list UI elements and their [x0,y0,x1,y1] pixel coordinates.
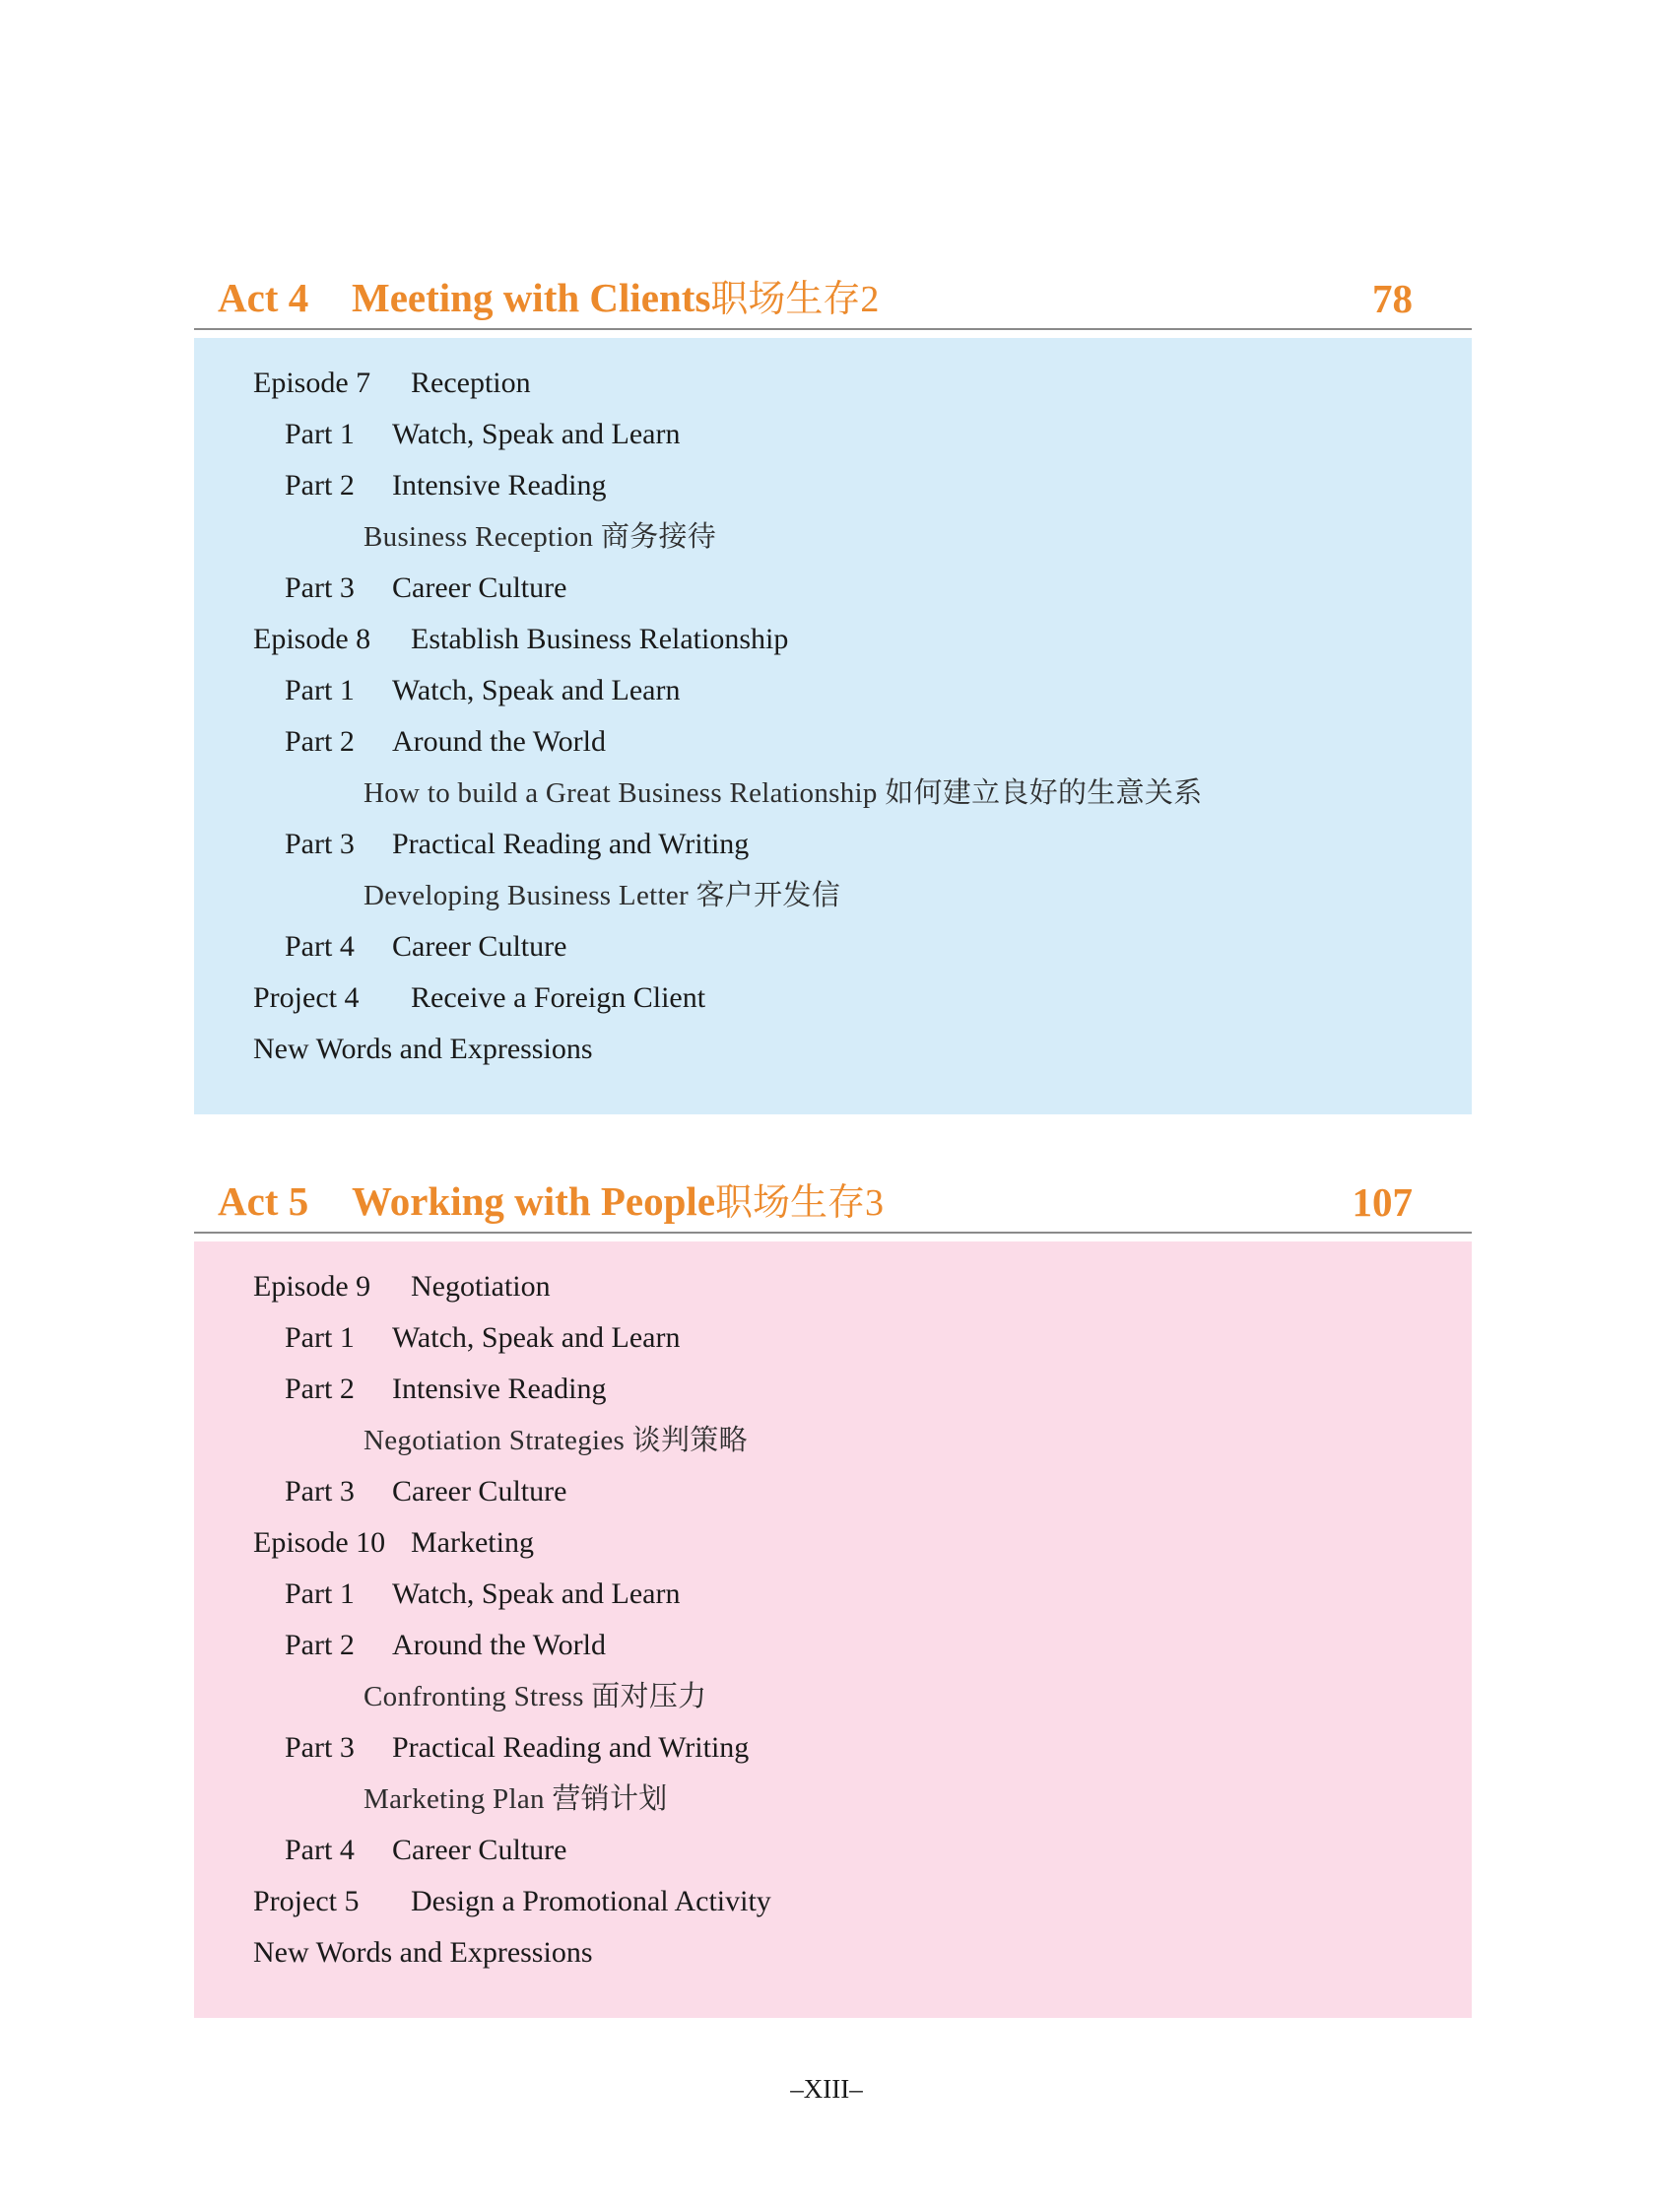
toc-text: Watch, Speak and Learn [392,1321,681,1354]
toc-text: Reception [411,367,531,399]
toc-text: Marketing [411,1526,534,1559]
toc-text: Design a Promotional Activity [411,1885,771,1917]
act-title-cn: 职场生存3 [715,1182,885,1224]
toc-text: Negotiation Strategies 谈判策略 [364,1425,748,1456]
toc-label: Episode 8 [253,623,371,655]
toc-label: Part 2 [285,469,355,502]
toc-part [194,1364,1472,1415]
toc-part [194,819,1472,870]
act-header [194,1174,1472,1234]
toc-part [194,1722,1472,1774]
toc-label: Project 4 [253,981,360,1014]
toc-label: New Words and Expressions [253,1936,593,1969]
toc-label: Episode 7 [253,367,371,399]
toc-text: Receive a Foreign Client [411,981,706,1014]
toc-label: Part 1 [285,1577,355,1610]
toc-text: Establish Business Relationship [411,623,789,655]
toc-text: Career Culture [392,571,567,604]
act-number: Act 5 [218,1178,309,1224]
toc-subtitle [194,511,1472,563]
act-page-number: 107 [1352,1179,1413,1225]
act-5-section [194,1174,1472,2018]
act-4-section [194,271,1472,1114]
act-number: Act 4 [218,275,309,320]
toc-subtitle [194,1774,1472,1825]
toc-label: Part 3 [285,828,355,860]
toc-part [194,460,1472,511]
toc-text: Watch, Speak and Learn [392,674,681,706]
toc-label: Part 4 [285,1834,355,1866]
toc-entry [194,1517,1472,1569]
toc-entry [194,1876,1472,1927]
act-title [218,268,879,322]
toc-label: Part 2 [285,725,355,758]
toc-part [194,1466,1472,1517]
toc-entry [194,972,1472,1024]
toc-label: Episode 9 [253,1270,371,1303]
act-title-cn: 职场生存2 [710,279,880,320]
toc-label: Part 2 [285,1629,355,1661]
toc-text: Career Culture [392,1475,567,1508]
toc-label: Part 3 [285,571,355,604]
act-contents-box [194,338,1472,1114]
toc-entry [194,1024,1472,1075]
toc-text: Confronting Stress 面对压力 [364,1681,707,1712]
toc-entry [194,1261,1472,1312]
toc-part [194,563,1472,614]
page-number-footer: –XIII– [790,2074,863,2104]
toc-entry [194,614,1472,665]
toc-part [194,1569,1472,1620]
toc-text: Career Culture [392,1834,567,1866]
toc-subtitle [194,1415,1472,1466]
toc-text: Around the World [392,725,607,758]
toc-subtitle [194,1671,1472,1722]
toc-subtitle [194,870,1472,921]
act-page-number: 78 [1372,276,1413,321]
toc-text: Intensive Reading [392,469,607,502]
act-contents-box [194,1241,1472,2018]
toc-text: Around the World [392,1629,607,1661]
toc-label: Part 3 [285,1475,355,1508]
toc-part [194,1620,1472,1671]
act-header [194,271,1472,330]
toc-label: Part 1 [285,1321,355,1354]
toc-subtitle [194,768,1472,819]
toc-part [194,1312,1472,1364]
toc-text: Business Reception 商务接待 [364,521,717,553]
toc-label: Episode 10 [253,1526,386,1559]
toc-label: Part 4 [285,930,355,963]
toc-text: How to build a Great Business Relationship 如何建立良好的生意关系 [364,777,1203,809]
toc-text: Marketing Plan 营销计划 [364,1783,668,1815]
toc-text: Intensive Reading [392,1373,607,1405]
toc-label: New Words and Expressions [253,1033,593,1065]
toc-text: Watch, Speak and Learn [392,1577,681,1610]
toc-text: Practical Reading and Writing [392,1731,750,1764]
toc-part [194,921,1472,972]
toc-label: Part 1 [285,674,355,706]
toc-text: Developing Business Letter 客户开发信 [364,880,841,911]
toc-entry [194,358,1472,409]
toc-part [194,1825,1472,1876]
toc-text: Career Culture [392,930,567,963]
act-title [218,1172,884,1226]
toc-label: Project 5 [253,1885,360,1917]
act-title-text: Meeting with Clients [352,275,711,320]
toc-part [194,409,1472,460]
toc-part [194,716,1472,768]
act-title-text: Working with People [352,1178,716,1224]
toc-text: Negotiation [411,1270,551,1303]
toc-entry [194,1927,1472,1978]
toc-label: Part 1 [285,418,355,450]
toc-part [194,665,1472,716]
toc-label: Part 2 [285,1373,355,1405]
toc-text: Practical Reading and Writing [392,828,750,860]
toc-label: Part 3 [285,1731,355,1764]
toc-text: Watch, Speak and Learn [392,418,681,450]
